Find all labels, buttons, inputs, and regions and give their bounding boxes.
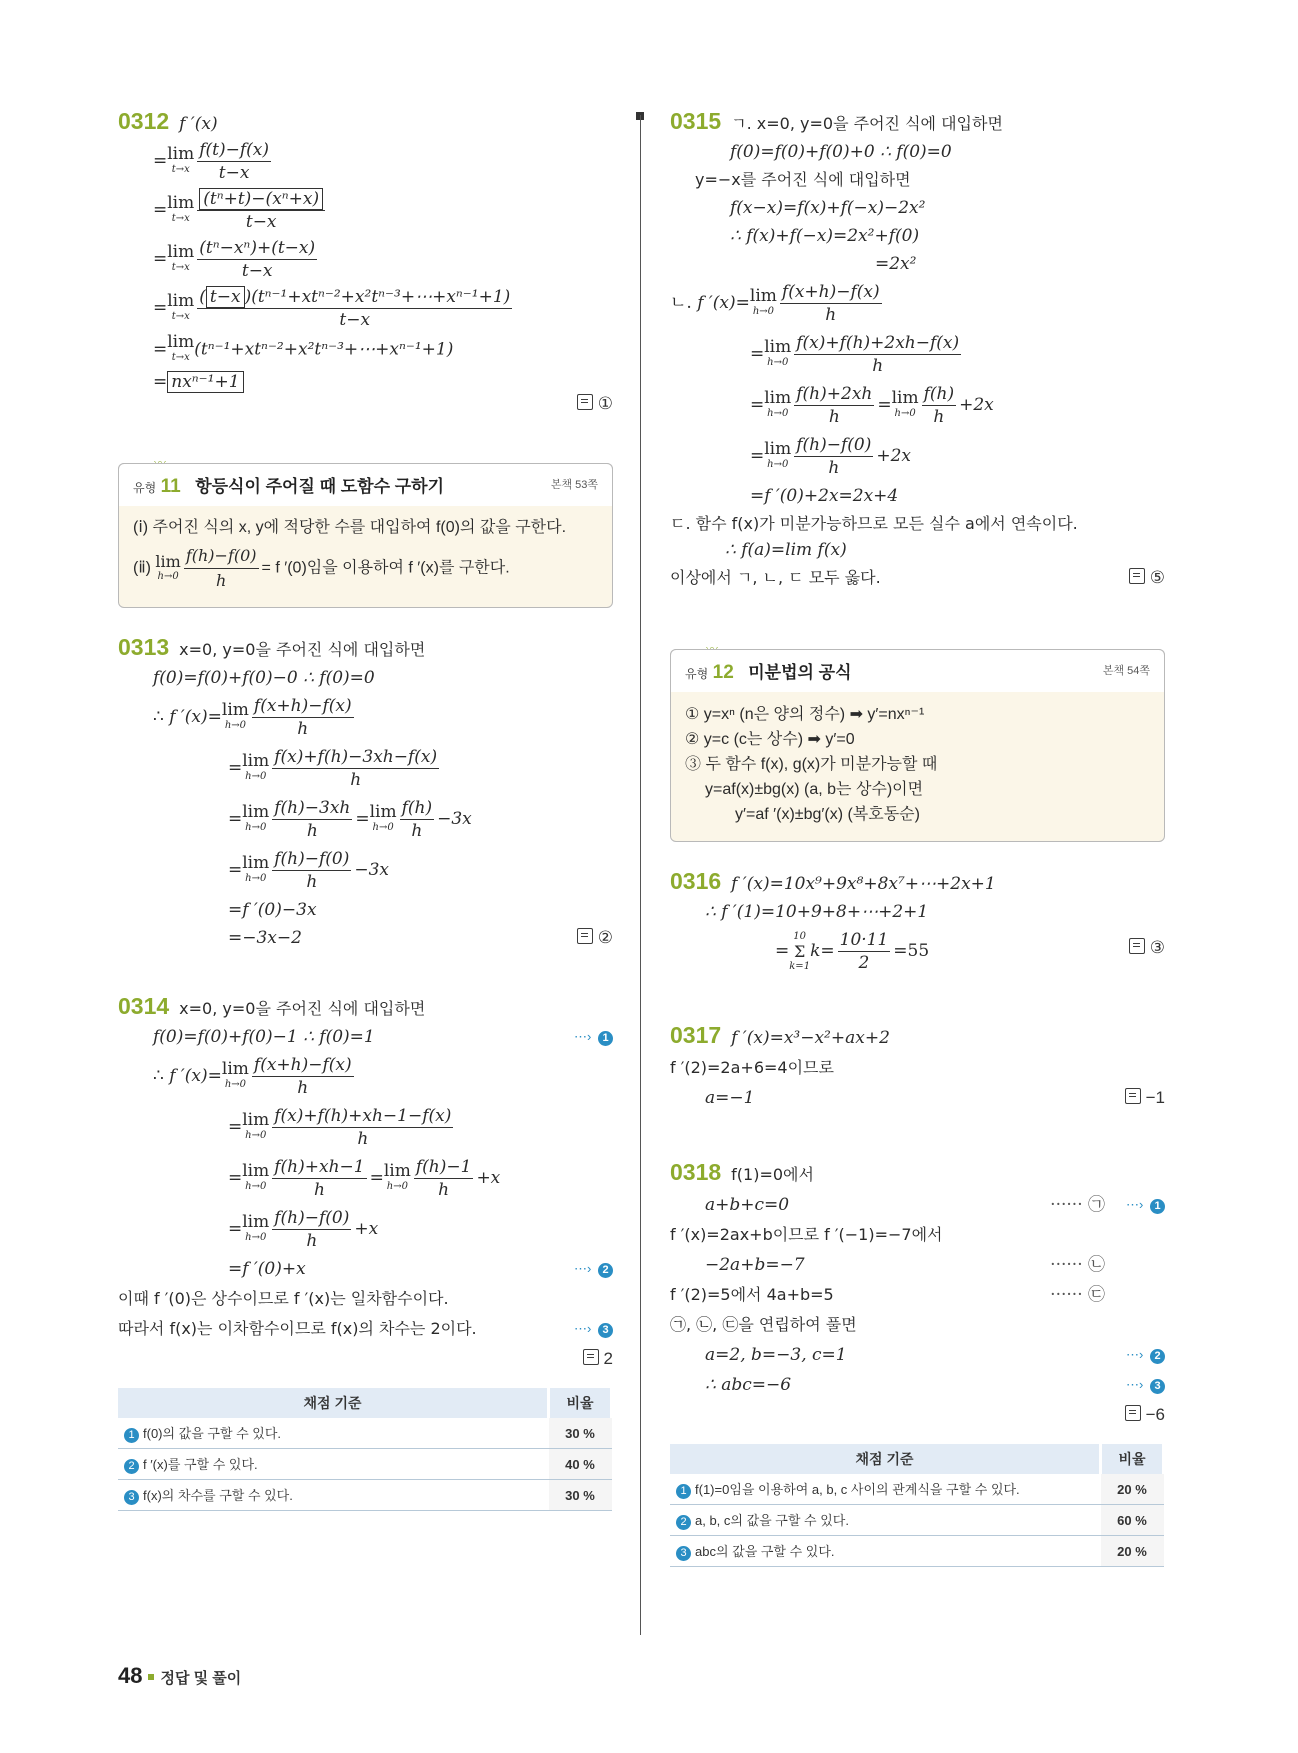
type-title: 항등식이 주어질 때 도함수 구하기 (195, 477, 444, 496)
right-column (670, 110, 1165, 1567)
scoring-table-right (670, 1444, 1165, 1567)
math-line: =f ′(0)+2x=2x+4 (750, 486, 899, 506)
answer-icon (1129, 568, 1145, 584)
text-line: x=0, y=0을 주어진 식에 대입하면 (179, 999, 426, 1018)
problem-0315 (670, 110, 1165, 589)
text-line: y=−x를 주어진 식에 대입하면 (695, 170, 911, 189)
math-line: ∴ f ′(x)=lim h→0 $\frac{f(x+h)-f(x)}{h}$ (153, 1055, 352, 1098)
math-line: =lim h→0 $\frac{f(x)+f(h)+xh-1-f(x)}{h}$ (228, 1106, 452, 1149)
table-header: 비율 (549, 1388, 612, 1418)
problem-number: 0314 (118, 993, 170, 1019)
math-line: ∴ f ′(x)=lim h→0 $\frac{f(x+h)-f(x)}{h}$ (153, 696, 352, 739)
type-body (671, 692, 1164, 841)
math-line: f(x−x)=f(x)+f(−x)−2x² (730, 198, 926, 218)
table-row: 1 f(1)=0임을 이용하여 a, b, c 사이의 관계식을 구할 수 있다. 20 % (670, 1474, 1164, 1505)
problem-0314 (118, 995, 613, 1370)
problem-number: 0312 (118, 108, 170, 134)
math-line: a=−1 (705, 1088, 755, 1108)
text-line: f(1)=0에서 (731, 1165, 814, 1184)
math-line: =lim h→0 $\frac{f(h)+2xh}{h}$ =lim h→0 $\frac{f(h)}{h}$ +2x (750, 384, 994, 427)
math-line: =lim h→0 $\frac{f(h)+xh-1}{h}$ =lim h→0 $\frac{f(h)-1}{h}$ +x (228, 1157, 501, 1200)
answer: ③ (1129, 937, 1165, 959)
page-footer (118, 1663, 241, 1689)
math-line: =lim t→x $\frac{\text{(tⁿ+t)−(xⁿ+x)}}{t-x}$ (118, 188, 613, 233)
math-line: f ′(x) (179, 114, 218, 134)
math-line: =lim h→0 $\frac{f(h)-f(0)}{h}$ −3x (228, 849, 390, 892)
type-line: y′=af ′(x)±bg′(x) (복호동순) (735, 806, 920, 823)
page-reference: 본책 53쪽 (550, 479, 598, 491)
type-number: 11 (160, 476, 181, 497)
text-line: 따라서 f(x)는 이차함수이므로 f(x)의 차수는 2이다. (118, 1319, 477, 1338)
math-line: =f ′(0)−3x (228, 900, 317, 920)
table-row: 2 f ′(x)를 구할 수 있다. 40 % (118, 1449, 612, 1480)
problem-number: 0313 (118, 634, 170, 660)
type-header (118, 463, 613, 506)
math-line: = 10 Σ k=1 k= $\frac{10\cdot 11}{2}$ =55 ③ (775, 930, 1165, 973)
math-line: ㄴ. f ′(x)=lim h→0 $\frac{f(x+h)-f(x)}{h}$ (670, 282, 880, 325)
answer: ⑤ (1129, 567, 1165, 589)
step-marker-2: ⋯› 2 (574, 1258, 613, 1280)
table-row: 3 f(x)의 차수를 구할 수 있다. 30 % (118, 1480, 612, 1511)
column-divider (640, 115, 641, 1635)
answer-icon (583, 1349, 599, 1365)
type-box-12 (670, 649, 1165, 842)
equation-marker: ······ ㉠ (1050, 1195, 1105, 1215)
math-line: f(0)=f(0)+f(0)−0 ∴ f(0)=0 (153, 668, 375, 688)
type-number: 12 (712, 662, 734, 683)
table-header: 비율 (1101, 1444, 1164, 1474)
equation-marker: ······ ㉡ (1050, 1255, 1105, 1275)
text-line: ㉠, ㉡, ㉢을 연립하여 풀면 (670, 1315, 857, 1334)
problem-number: 0317 (670, 1022, 722, 1048)
math-line: ∴ f ′(1)=10+9+8+⋯+2+1 (705, 902, 929, 922)
answer-icon (1125, 1088, 1141, 1104)
type-line: (ⅰ) 주어진 식의 x, y에 적당한 수를 대입하여 f(0)의 값을 구한다. (133, 519, 567, 536)
problem-0318 (670, 1161, 1165, 1426)
table-header: 채점 기준 (118, 1388, 549, 1418)
math-line: f(0)=f(0)+f(0)−1 ∴ f(0)=1 (153, 1027, 375, 1047)
answer-icon (577, 928, 593, 944)
math-line: =lim h→0 $\frac{f(x)+f(h)+2xh-f(x)}{h}$ (750, 333, 960, 376)
answer-icon (1129, 938, 1145, 954)
type-line: ② y=c (c는 상수) ➡ y′=0 (685, 731, 855, 748)
step-marker-2: ⋯› 2 (1126, 1344, 1165, 1366)
equation-marker: ······ ㉢ (1050, 1285, 1105, 1305)
type-header (670, 649, 1165, 692)
problem-number: 0316 (670, 868, 722, 894)
table-row: 1 f(0)의 값을 구할 수 있다. 30 % (118, 1418, 612, 1449)
problem-number: 0315 (670, 108, 722, 134)
problem-0317 (670, 1024, 1165, 1109)
table-header: 채점 기준 (670, 1444, 1101, 1474)
math-line: =lim t→x $\frac{f(t)-f(x)}{t-x}$ (153, 140, 270, 183)
footer-label: 정답 및 풀이 (160, 1670, 242, 1687)
bullet-square (148, 1674, 154, 1680)
text-line: 이상에서 ㄱ, ㄴ, ㄷ 모두 옳다. (670, 568, 881, 587)
answer: 2 (583, 1348, 613, 1370)
math-line: =lim t→x $\frac{\text{( t−x )(tⁿ⁻¹+xtⁿ⁻²+x²tⁿ⁻³+⋯+xⁿ⁻¹+1)}}{t-x}$ (153, 287, 511, 330)
page-reference: 본책 54쪽 (1102, 665, 1150, 677)
math-line: =f ′(0)+x (228, 1259, 306, 1279)
math-line: =lim h→0 $\frac{f(h)-f(0)}{h}$ +x (228, 1208, 379, 1251)
answer-icon (1125, 1405, 1141, 1421)
answer: −6 (1125, 1404, 1165, 1426)
type-box-11 (118, 463, 613, 608)
math-line: a+b+c=0 (705, 1195, 790, 1215)
math-line: =−3x−2 (228, 928, 302, 948)
answer-icon (577, 394, 593, 410)
text-line: 이때 f ′(0)은 상수이므로 f ′(x)는 일차함수이다. (118, 1289, 449, 1308)
math-line: ∴ f(x)+f(−x)=2x²+f(0) (730, 226, 920, 246)
left-column (118, 110, 613, 1511)
math-line: ∴ abc=−6 (705, 1375, 792, 1395)
page-number: 48 (118, 1663, 143, 1688)
problem-0316 (670, 870, 1165, 974)
math-line: =lim h→0 $\frac{f(h)-f(0)}{h}$ +2x (750, 435, 912, 478)
answer: −1 (1125, 1087, 1165, 1109)
table-row: 2 a, b, c의 값을 구할 수 있다. 60 % (670, 1505, 1164, 1536)
math-line: =2x² (875, 254, 917, 274)
math-line: f ′(x)=10x⁹+9x⁸+8x⁷+⋯+2x+1 (731, 874, 996, 894)
step-marker-1: ⋯› 1 (574, 1026, 613, 1048)
step-marker-3: ⋯› 3 (574, 1318, 613, 1340)
math-line: =lim h→0 $\frac{f(h)-3xh}{h}$ =lim h→0 $\frac{f(h)}{h}$ −3x (228, 798, 472, 841)
text-line: f ′(2)=5에서 4a+b=5 (670, 1285, 834, 1304)
type-line: ③ 두 함수 f(x), g(x)가 미분가능할 때 (685, 756, 938, 773)
type-body (119, 506, 612, 607)
math-line: = nxⁿ⁻¹+1 (118, 371, 613, 393)
text-line: f ′(x)=2ax+b이므로 f ′(−1)=−7에서 (670, 1225, 943, 1244)
text-line: f ′(2)=2a+6=4이므로 (670, 1058, 834, 1077)
math-line: =lim t→x (tⁿ⁻¹+xtⁿ⁻²+x²tⁿ⁻³+⋯+xⁿ⁻¹+1) (153, 332, 454, 363)
scoring-table-left (118, 1388, 613, 1511)
math-line: =lim h→0 $\frac{f(x)+f(h)-3xh-f(x)}{h}$ (228, 747, 438, 790)
type-line: ① y=xⁿ (n은 양의 정수) ➡ y′=nxⁿ⁻¹ (685, 706, 925, 723)
type-tag: 유형 (685, 667, 709, 681)
math-line: =lim t→x $\frac{\text{(tⁿ−xⁿ)+(t−x)}}{t-x}$ (153, 238, 316, 281)
answer: ② (577, 927, 613, 949)
math-line: f ′(x)=x³−x²+ax+2 (731, 1028, 890, 1048)
type-line: y=af(x)±bg(x) (a, b는 상수)이면 (705, 781, 924, 798)
problem-number: 0318 (670, 1159, 722, 1185)
text-line: ㄷ. 함수 f(x)가 미분가능하므로 모든 실수 a에서 연속이다. (670, 514, 1078, 533)
math-line: ∴ f(a)=lim f(x) (725, 540, 847, 560)
answer: ① (577, 393, 613, 415)
problem-0312 (118, 110, 613, 417)
math-line: f(0)=f(0)+f(0)+0 ∴ f(0)=0 (730, 142, 952, 162)
problem-0313 (118, 636, 613, 949)
text-line: x=0, y=0을 주어진 식에 대입하면 (179, 640, 426, 659)
step-marker-3: ⋯› 3 (1126, 1374, 1165, 1396)
math-line: −2a+b=−7 (705, 1255, 805, 1275)
type-title: 미분법의 공식 (748, 663, 852, 682)
table-row: 3 abc의 값을 구할 수 있다. 20 % (670, 1536, 1164, 1567)
type-line: (ⅱ) lim h→0 $\frac{f(h)-f(0)}{h}$ = f ′(0)임을 이용하여 f ′(x)를 구한다. (133, 546, 510, 590)
step-marker-1: ⋯› 1 (1126, 1194, 1165, 1216)
text-line: ㄱ. x=0, y=0을 주어진 식에 대입하면 (731, 114, 1003, 133)
type-tag: 유형 (133, 481, 157, 495)
math-line: a=2, b=−3, c=1 (705, 1345, 847, 1365)
